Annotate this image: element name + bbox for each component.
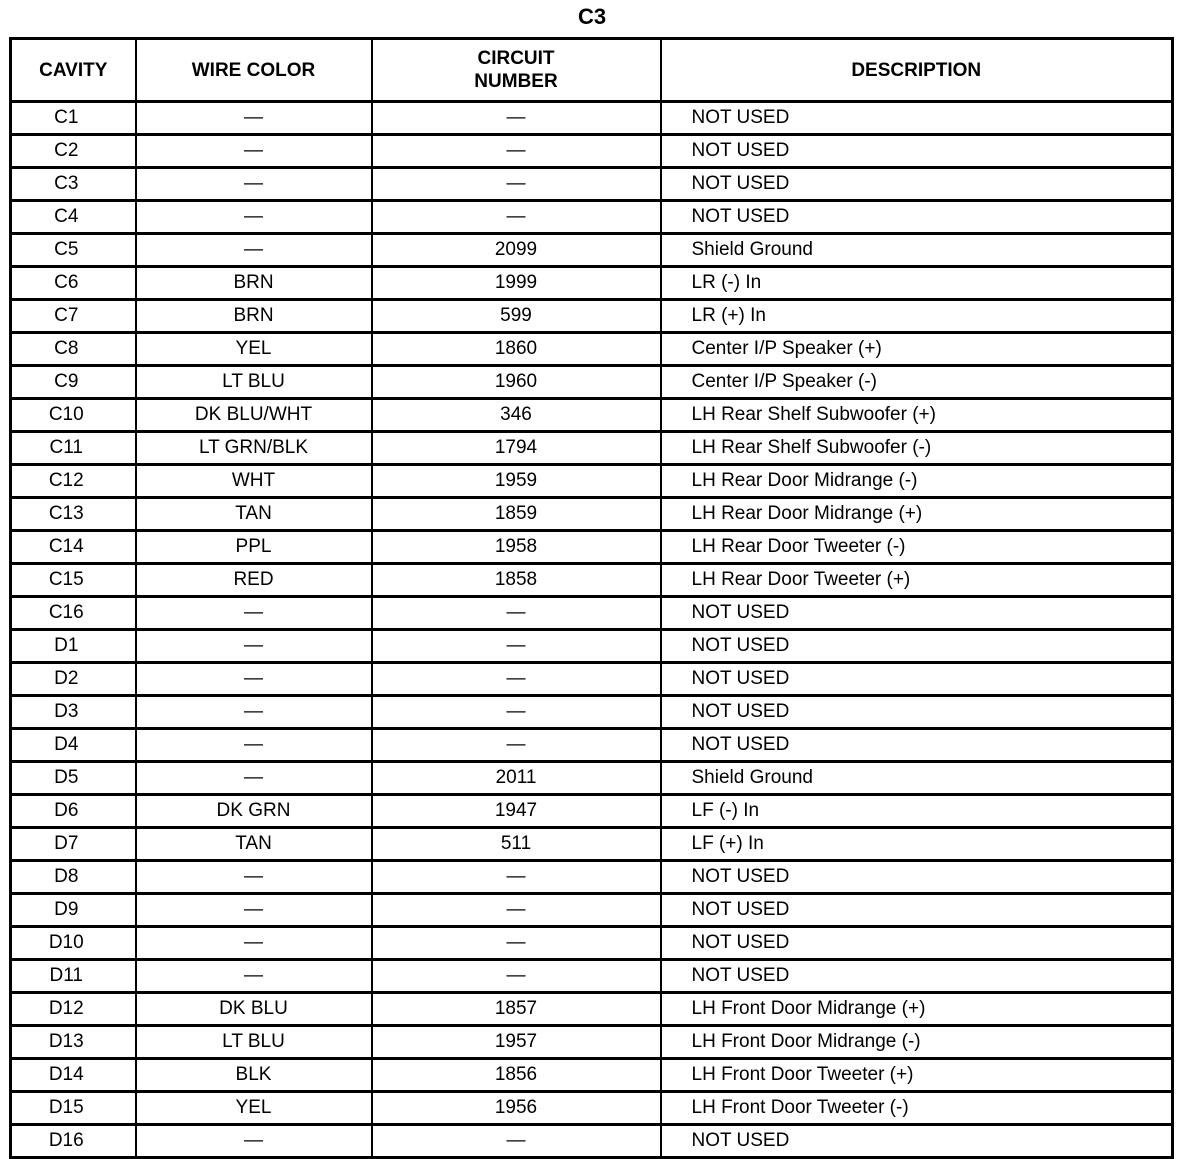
circuit-number-cell: 1958 <box>372 531 661 564</box>
cavity-cell: D11 <box>11 960 136 993</box>
header-cavity: CAVITY <box>11 39 136 102</box>
circuit-number-cell: 346 <box>372 399 661 432</box>
description-cell: LH Rear Door Midrange (+) <box>661 498 1173 531</box>
wire-color-cell: — <box>136 960 372 993</box>
table-row <box>11 729 1173 762</box>
description-cell: NOT USED <box>661 927 1173 960</box>
table-row <box>11 498 1173 531</box>
wire-color-cell: — <box>136 729 372 762</box>
table-row <box>11 465 1173 498</box>
table-row <box>11 300 1173 333</box>
description-cell: NOT USED <box>661 168 1173 201</box>
circuit-number-cell: 1947 <box>372 795 661 828</box>
table-row <box>11 399 1173 432</box>
table-row <box>11 102 1173 135</box>
table-row <box>11 366 1173 399</box>
table-row <box>11 630 1173 663</box>
header-row <box>11 39 1173 102</box>
cavity-cell: D5 <box>11 762 136 795</box>
cavity-cell: C1 <box>11 102 136 135</box>
description-cell: LR (+) In <box>661 300 1173 333</box>
description-cell: LH Front Door Tweeter (-) <box>661 1092 1173 1125</box>
cavity-cell: C16 <box>11 597 136 630</box>
circuit-number-cell: — <box>372 135 661 168</box>
circuit-number-cell: — <box>372 102 661 135</box>
wire-color-cell: LT GRN/BLK <box>136 432 372 465</box>
circuit-number-cell: 1960 <box>372 366 661 399</box>
table-row <box>11 1092 1173 1125</box>
cavity-cell: D3 <box>11 696 136 729</box>
description-cell: NOT USED <box>661 102 1173 135</box>
cavity-cell: C7 <box>11 300 136 333</box>
wire-color-cell: BRN <box>136 267 372 300</box>
description-cell: LH Front Door Midrange (-) <box>661 1026 1173 1059</box>
description-cell: LR (-) In <box>661 267 1173 300</box>
cavity-cell: C8 <box>11 333 136 366</box>
description-cell: Shield Ground <box>661 234 1173 267</box>
wire-color-cell: — <box>136 135 372 168</box>
table-row <box>11 861 1173 894</box>
cavity-cell: C10 <box>11 399 136 432</box>
wire-color-cell: TAN <box>136 828 372 861</box>
description-cell: LH Rear Door Tweeter (+) <box>661 564 1173 597</box>
header-circuit-line1: CIRCUIT <box>477 48 555 69</box>
table-row <box>11 795 1173 828</box>
circuit-number-cell: — <box>372 630 661 663</box>
description-cell: NOT USED <box>661 1125 1173 1158</box>
table-row <box>11 927 1173 960</box>
wire-color-cell: YEL <box>136 1092 372 1125</box>
cavity-cell: C3 <box>11 168 136 201</box>
wire-color-cell: LT BLU <box>136 1026 372 1059</box>
cavity-cell: C12 <box>11 465 136 498</box>
cavity-cell: D13 <box>11 1026 136 1059</box>
circuit-number-cell: — <box>372 663 661 696</box>
header-wire-color: WIRE COLOR <box>136 39 372 102</box>
table-row <box>11 333 1173 366</box>
wire-color-cell: — <box>136 597 372 630</box>
wire-color-cell: LT BLU <box>136 366 372 399</box>
cavity-cell: D4 <box>11 729 136 762</box>
description-cell: NOT USED <box>661 597 1173 630</box>
table-row <box>11 168 1173 201</box>
wire-color-cell: WHT <box>136 465 372 498</box>
wire-color-cell: — <box>136 894 372 927</box>
wire-color-cell: DK BLU <box>136 993 372 1026</box>
cavity-cell: C4 <box>11 201 136 234</box>
wire-color-cell: DK BLU/WHT <box>136 399 372 432</box>
cavity-cell: C6 <box>11 267 136 300</box>
wire-color-cell: — <box>136 630 372 663</box>
description-cell: NOT USED <box>661 861 1173 894</box>
description-cell: NOT USED <box>661 894 1173 927</box>
table-row <box>11 1125 1173 1158</box>
table-body <box>11 102 1173 1158</box>
description-cell: LH Front Door Tweeter (+) <box>661 1059 1173 1092</box>
circuit-number-cell: — <box>372 1125 661 1158</box>
wire-color-cell: — <box>136 663 372 696</box>
page-title: C3 <box>577 4 607 29</box>
table-row <box>11 531 1173 564</box>
description-cell: NOT USED <box>661 960 1173 993</box>
circuit-number-cell: 1860 <box>372 333 661 366</box>
table-row <box>11 828 1173 861</box>
connector-pinout-table <box>9 37 1174 1159</box>
wire-color-cell: BRN <box>136 300 372 333</box>
cavity-cell: C9 <box>11 366 136 399</box>
circuit-number-cell: 511 <box>372 828 661 861</box>
description-cell: LF (+) In <box>661 828 1173 861</box>
table-row <box>11 432 1173 465</box>
table-row <box>11 1059 1173 1092</box>
description-cell: NOT USED <box>661 729 1173 762</box>
wire-color-cell: — <box>136 696 372 729</box>
table-row <box>11 564 1173 597</box>
wire-color-cell: YEL <box>136 333 372 366</box>
cavity-cell: D9 <box>11 894 136 927</box>
description-cell: NOT USED <box>661 630 1173 663</box>
cavity-cell: D10 <box>11 927 136 960</box>
circuit-number-cell: 2099 <box>372 234 661 267</box>
wire-color-cell: TAN <box>136 498 372 531</box>
circuit-number-cell: 1856 <box>372 1059 661 1092</box>
circuit-number-cell: — <box>372 960 661 993</box>
wire-color-cell: BLK <box>136 1059 372 1092</box>
wire-color-cell: RED <box>136 564 372 597</box>
circuit-number-cell: — <box>372 927 661 960</box>
wire-color-cell: — <box>136 201 372 234</box>
cavity-cell: D8 <box>11 861 136 894</box>
wire-color-cell: — <box>136 1125 372 1158</box>
cavity-cell: D15 <box>11 1092 136 1125</box>
circuit-number-cell: — <box>372 729 661 762</box>
wire-color-cell: — <box>136 861 372 894</box>
circuit-number-cell: 599 <box>372 300 661 333</box>
wire-color-cell: — <box>136 102 372 135</box>
cavity-cell: D2 <box>11 663 136 696</box>
cavity-cell: C13 <box>11 498 136 531</box>
circuit-number-cell: — <box>372 201 661 234</box>
table-row <box>11 267 1173 300</box>
cavity-cell: C5 <box>11 234 136 267</box>
cavity-cell: D7 <box>11 828 136 861</box>
description-cell: LH Front Door Midrange (+) <box>661 993 1173 1026</box>
circuit-number-cell: 2011 <box>372 762 661 795</box>
circuit-number-cell: 1957 <box>372 1026 661 1059</box>
table-row <box>11 696 1173 729</box>
description-cell: NOT USED <box>661 663 1173 696</box>
description-cell: Center I/P Speaker (-) <box>661 366 1173 399</box>
cavity-cell: C14 <box>11 531 136 564</box>
description-cell: NOT USED <box>661 135 1173 168</box>
wire-color-cell: PPL <box>136 531 372 564</box>
table-row <box>11 993 1173 1026</box>
description-cell: Shield Ground <box>661 762 1173 795</box>
description-cell: LH Rear Door Midrange (-) <box>661 465 1173 498</box>
cavity-cell: D6 <box>11 795 136 828</box>
description-cell: LH Rear Shelf Subwoofer (+) <box>661 399 1173 432</box>
description-cell: Center I/P Speaker (+) <box>661 333 1173 366</box>
header-circuit-line2: NUMBER <box>474 71 558 92</box>
cavity-cell: C11 <box>11 432 136 465</box>
wire-color-cell: — <box>136 762 372 795</box>
wire-color-cell: — <box>136 927 372 960</box>
circuit-number-cell: 1999 <box>372 267 661 300</box>
cavity-cell: D14 <box>11 1059 136 1092</box>
cavity-cell: C2 <box>11 135 136 168</box>
cavity-cell: C15 <box>11 564 136 597</box>
circuit-number-cell: 1959 <box>372 465 661 498</box>
table-header <box>11 39 1173 102</box>
table-row <box>11 1026 1173 1059</box>
circuit-number-cell: — <box>372 861 661 894</box>
circuit-number-cell: 1857 <box>372 993 661 1026</box>
description-cell: LH Rear Shelf Subwoofer (-) <box>661 432 1173 465</box>
description-cell: NOT USED <box>661 201 1173 234</box>
cavity-cell: D12 <box>11 993 136 1026</box>
circuit-number-cell: — <box>372 168 661 201</box>
table-row <box>11 234 1173 267</box>
header-circuit-number <box>372 39 661 102</box>
circuit-number-cell: 1859 <box>372 498 661 531</box>
table-row <box>11 663 1173 696</box>
description-cell: LH Rear Door Tweeter (-) <box>661 531 1173 564</box>
circuit-number-cell: 1956 <box>372 1092 661 1125</box>
circuit-number-cell: — <box>372 597 661 630</box>
cavity-cell: D1 <box>11 630 136 663</box>
wire-color-cell: DK GRN <box>136 795 372 828</box>
circuit-number-cell: 1794 <box>372 432 661 465</box>
table-row <box>11 201 1173 234</box>
wire-color-cell: — <box>136 234 372 267</box>
table-row <box>11 762 1173 795</box>
circuit-number-cell: 1858 <box>372 564 661 597</box>
circuit-number-cell: — <box>372 696 661 729</box>
table-row <box>11 960 1173 993</box>
header-description: DESCRIPTION <box>661 39 1173 102</box>
table-row <box>11 597 1173 630</box>
wire-color-cell: — <box>136 168 372 201</box>
circuit-number-cell: — <box>372 894 661 927</box>
description-cell: LF (-) In <box>661 795 1173 828</box>
cavity-cell: D16 <box>11 1125 136 1158</box>
table-row <box>11 135 1173 168</box>
table-row <box>11 894 1173 927</box>
description-cell: NOT USED <box>661 696 1173 729</box>
